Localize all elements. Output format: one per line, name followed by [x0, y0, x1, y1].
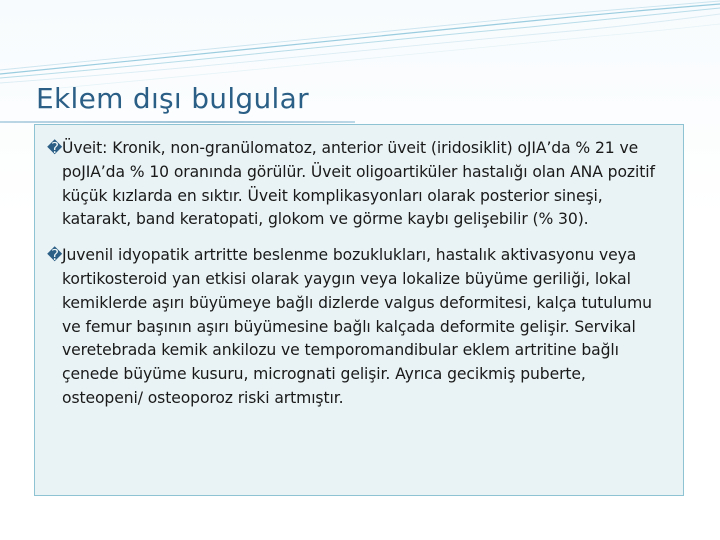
bullet-text: Üveit: Kronik, non-granülomatoz, anterior üveit (iridosiklit) oJIA’da % 21 ve poJIA’da % 10 oranında görülür. Üveit oligoartiküler hastalığı olan ANA pozitif küçük kızlarda en sıktır. Üveit komplikasyonları olarak posterior sineşi, katarakt, band keratopati, glokom ve görme kaybı gelişebilir (% 30).: [62, 139, 655, 229]
title-underline: [0, 121, 355, 123]
bullet-item-growth: [47, 244, 667, 411]
slide-title: Eklem dışı bulgular: [36, 82, 309, 115]
content-box: [34, 124, 684, 496]
bullet-marker-icon: �: [47, 139, 63, 157]
decorative-swoosh: [0, 0, 720, 90]
bullet-text: Juvenil idyopatik artritte beslenme bozuklukları, hastalık aktivasyonu veya kortikosteroid yan etkisi olarak yaygın veya lokalize büyüme geriliği, lokal kemiklerde aşırı büyümeye bağlı dizlerde valgus deformitesi, kalça tutulumu ve femur başının aşırı büyümesine bağlı kalçada deformite gelişir. Servikal veretebrada kemik ankilozu ve temporomandibular eklem artritine bağlı çenede büyüme kusuru, micrognati gelişir. Ayrıca gecikmiş puberte, osteopeni/ osteoporoz riski artmıştır.: [62, 246, 652, 407]
bullet-marker-icon: �: [47, 246, 63, 265]
bullet-item-uveit: [47, 137, 667, 232]
